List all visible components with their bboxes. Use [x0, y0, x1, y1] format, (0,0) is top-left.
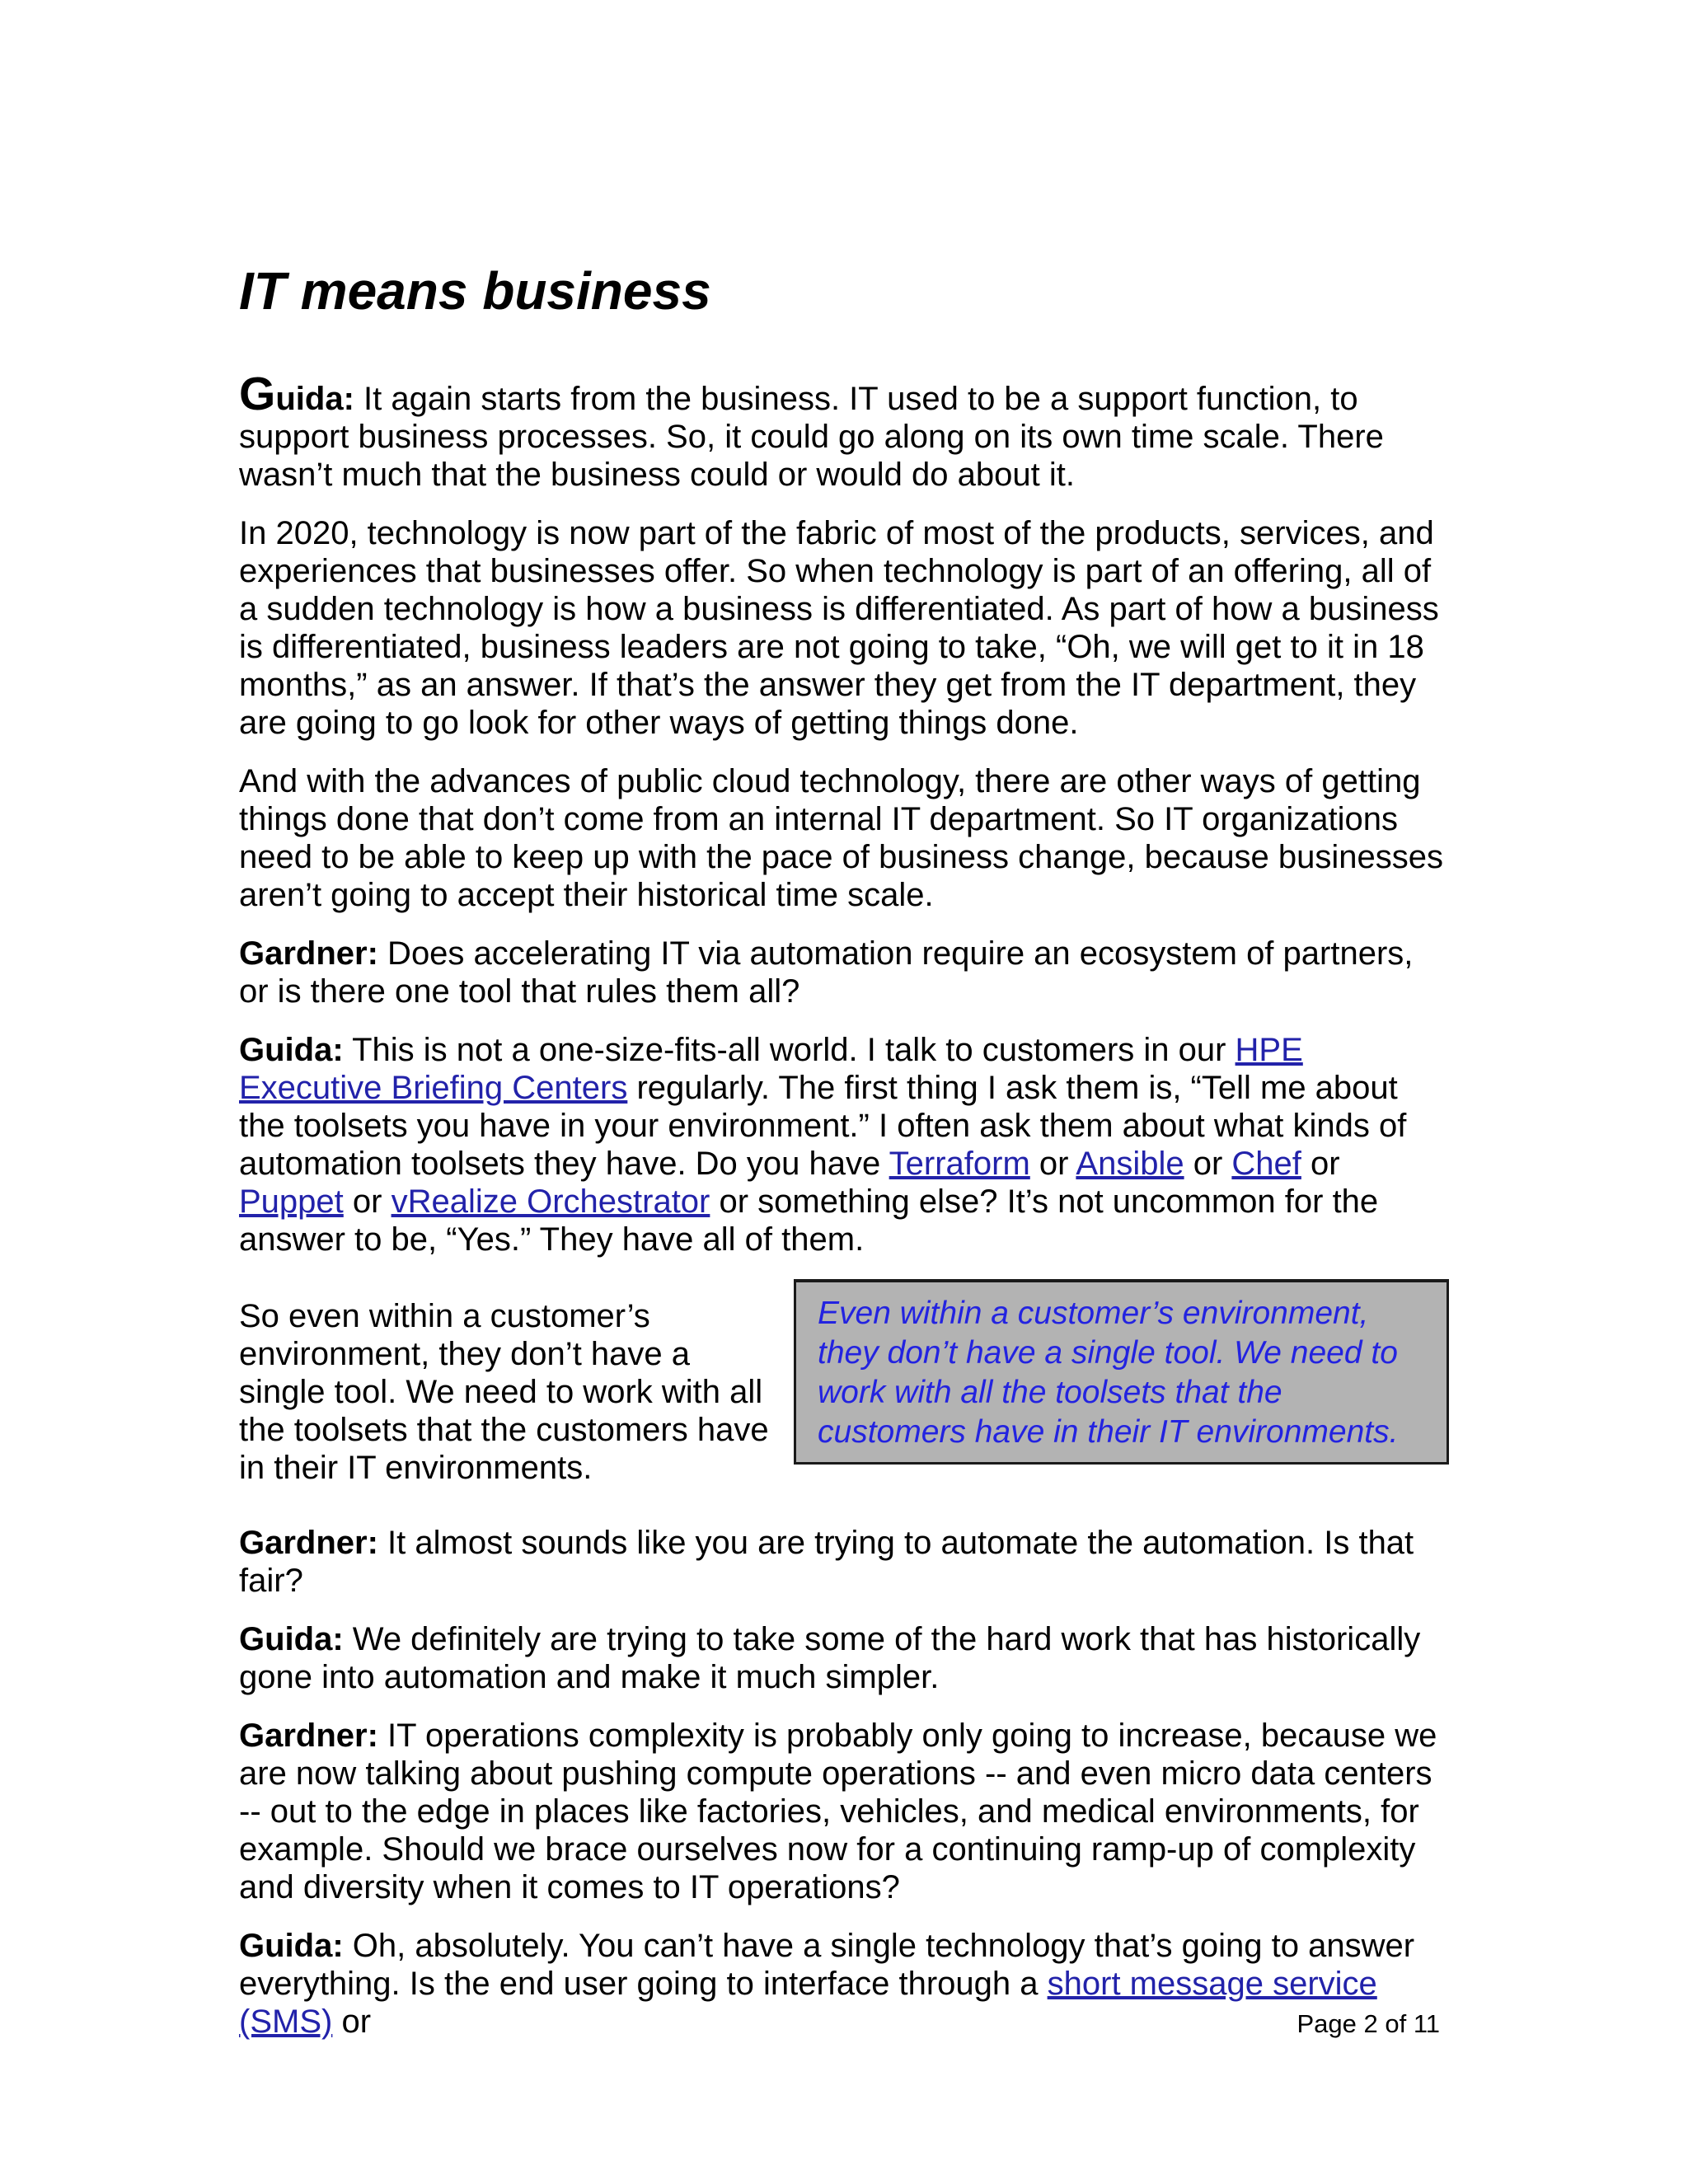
link-puppet[interactable]: Puppet — [239, 1183, 344, 1220]
body-text: or — [1029, 1146, 1076, 1182]
body-text: or something else? It’s not uncommon for the answer to be, “Yes.” They have all of them. — [239, 1183, 1379, 1258]
link-ansible[interactable]: Ansible — [1076, 1146, 1184, 1182]
speaker-name: Gardner: — [239, 1525, 378, 1561]
pull-quote-box — [794, 1279, 1449, 1465]
body-text: And with the advances of public cloud technology, there are other ways of getting things done that don’t come from an internal IT department. So IT organizations need to be able to keep up with the pace of business change, because businesses aren’t going to accept their historical time scale. — [239, 763, 1444, 913]
side-paragraph: So even within a customer’s environment, they don’t have a single tool. We need to work with all the toolsets that the customers have in their IT environments. — [239, 1298, 769, 1486]
body-text: regularly. The first thing I ask them is, “Tell me about the toolsets you have in your environment.” I often ask them about what kinds of automation toolsets they have. Do you have — [239, 1070, 1407, 1182]
paragraph-guida-4 — [239, 1927, 1449, 2041]
quote-section — [239, 1279, 1449, 1487]
paragraph-guida-2 — [239, 1031, 1449, 1258]
paragraphs-top — [239, 368, 1449, 1258]
body-text: or — [1184, 1146, 1232, 1182]
paragraph-gardner-3 — [239, 1717, 1449, 1906]
paragraph-in-2020 — [239, 514, 1449, 742]
speaker-name: Guida: — [239, 1621, 344, 1657]
link-terraform[interactable]: Terraform — [889, 1146, 1030, 1182]
body-text: It again starts from the business. IT used to be a support function, to support business processes. So, it could go along on its own time scale. There wasn’t much that the business could or would do about it. — [239, 381, 1384, 493]
page-number: Page 2 of 11 — [1296, 2009, 1440, 2038]
paragraph-gardner-2 — [239, 1524, 1449, 1600]
link-vrealize-orchestrator[interactable]: vRealize Orchestrator — [391, 1183, 710, 1220]
speaker-name: uida: — [275, 381, 354, 417]
body-text: or — [1301, 1146, 1340, 1182]
speaker-name: Gardner: — [239, 1718, 378, 1754]
body-text: In 2020, technology is now part of the fabric of most of the products, services, and experiences that businesses offer. So when technology is part of an offering, all of a sudden technology is how a business is differentiated. As part of how a business is differentiated, business leaders are not going to take, “Oh, we will get to it in 18 months,” as an answer. If that’s the answer they get from the IT department, they are going to go look for other ways of getting things done. — [239, 515, 1439, 741]
body-text: Oh, absolutely. You can’t have a single technology that’s going to answer everything. Is the end user going to interface through a — [239, 1928, 1415, 2002]
link-short-message-service-sms[interactable]: short message service (SMS) — [239, 1966, 1377, 2040]
paragraph-public-cloud — [239, 762, 1449, 914]
speaker-name: Gardner: — [239, 935, 378, 972]
body-text: This is not a one-size-fits-all world. I talk to customers in our — [343, 1032, 1236, 1068]
pull-quote-text: Even within a customer’s environment, they don’t have a single tool. We need to work with all the toolsets that the customers have in their IT environments. — [818, 1296, 1399, 1450]
paragraphs-bottom — [239, 1524, 1449, 2041]
speaker-name: Guida: — [239, 1032, 344, 1068]
page-title: IT means business — [239, 261, 711, 321]
document-content — [239, 260, 1449, 2061]
speaker-name: Guida: — [239, 1928, 344, 1964]
body-text: IT operations complexity is probably only going to increase, because we are now talking about pushing compute operations -- and even micro data centers -- out to the edge in places like factories, vehicles, and medical environments, for example. Should we brace ourselves now for a continuing ramp-up of complexity and diversity when it comes to IT operations? — [239, 1718, 1437, 1905]
dropcap-letter: G — [239, 368, 276, 420]
paragraph-guida-1 — [239, 368, 1449, 494]
paragraph-gardner-1 — [239, 935, 1449, 1010]
paragraph-guida-3 — [239, 1620, 1449, 1696]
body-text: We definitely are trying to take some of the hard work that has historically gone into automation and make it much simpler. — [239, 1621, 1421, 1695]
body-text: or — [332, 2004, 372, 2040]
body-text: It almost sounds like you are trying to automate the automation. Is that fair? — [239, 1525, 1414, 1599]
link-hpe-executive-briefing-centers[interactable]: HPE Executive Briefing Centers — [239, 1032, 1303, 1106]
link-chef[interactable]: Chef — [1231, 1146, 1301, 1182]
body-text: or — [343, 1183, 392, 1220]
body-text: Does accelerating IT via automation require an ecosystem of partners, or is there one tool that rules them all? — [239, 935, 1414, 1010]
